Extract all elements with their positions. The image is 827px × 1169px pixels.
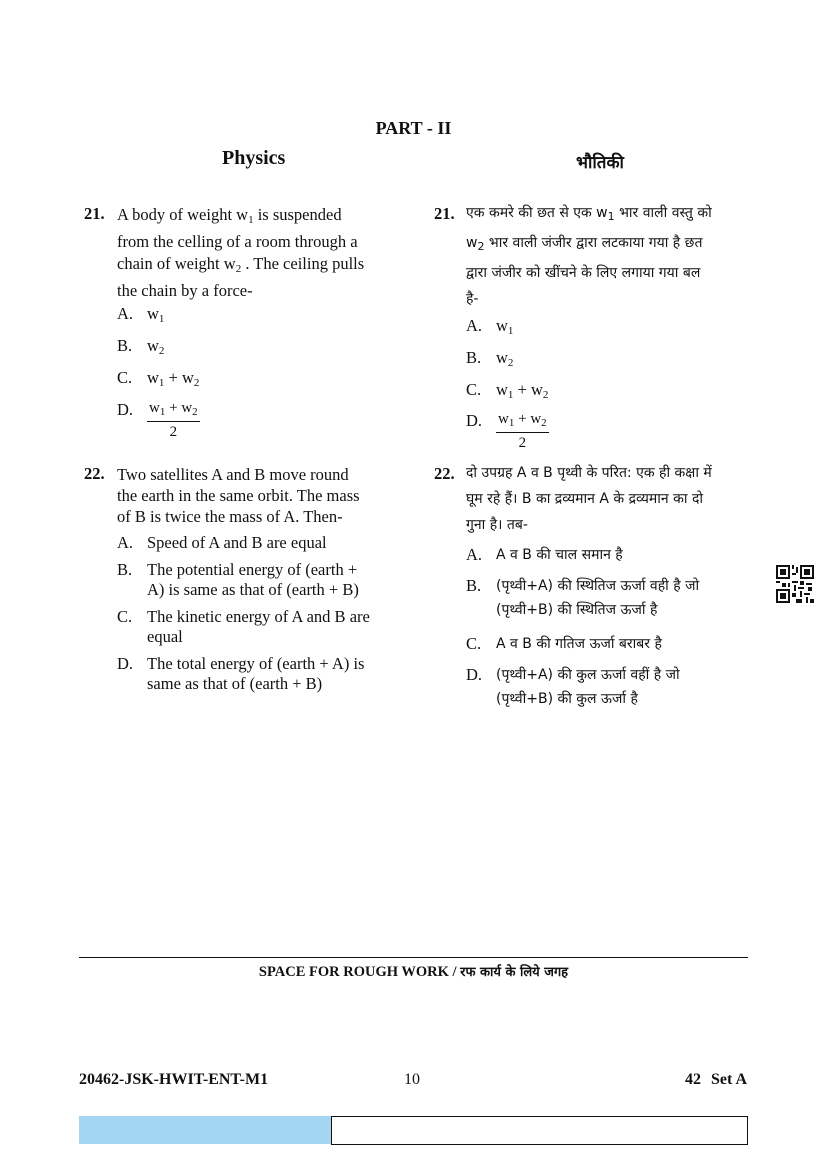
- option-b: B. $w_2$: [466, 348, 514, 369]
- fraction: $\frac{w_1 + w_2}{2}$: [149, 400, 198, 440]
- footer-color-bar: [79, 1116, 331, 1144]
- question-text: दो उपग्रह A व B पृथ्वी के परित: एक ही कक्षा में घूम रहे हैं। B का द्रव्यमान A के द्रव्यमान का दो गुना है। तब-: [466, 465, 712, 533]
- question-number: 21.: [434, 204, 455, 223]
- question-text: A body of weight $w_1$ is suspended from the celling of a room through a chain of weight $w_2$ . The ceiling pulls the chain by a force-: [117, 205, 365, 300]
- option-d: D. The total energy of (earth + A) is same as that of (earth + B): [117, 654, 365, 693]
- option-c: C. $w_1 + w_2$: [117, 368, 200, 389]
- option-b: B. $w_2$: [117, 336, 165, 357]
- option-a: A. $w_1$: [466, 316, 514, 337]
- fraction: $\frac{w_1 + w_2}{2}$: [498, 411, 547, 451]
- option-b: B. (पृथ्वी+A) की स्थितिज ऊर्जा वही है जो (पृथ्वी+B) की स्थितिज ऊर्जा है: [466, 576, 700, 618]
- set-label: 42 Set A: [685, 1071, 747, 1088]
- qr-code-icon: [776, 565, 814, 603]
- rough-work-label: SPACE FOR ROUGH WORK / रफ कार्य के लिये जगह: [258, 964, 569, 980]
- part-title: PART - II: [375, 118, 452, 138]
- question-text: Two satellites A and B move round the earth in the same orbit. The mass of B is twice the mass of A. Then-: [117, 465, 360, 526]
- question-number: 22.: [434, 464, 455, 483]
- subject-title-hindi: भौतिकी: [576, 153, 624, 173]
- question-number: 21.: [84, 204, 105, 223]
- booklet-code: 20462-JSK-HWIT-ENT-M1: [79, 1071, 269, 1088]
- question-text: एक कमरे की छत से एक $w_1$ भार वाली वस्तु को $w_2$ भार वाली जंजीर द्वारा लटकाया गया है छत द्वारा जंजीर को खींचने के लिए लगाया गया बल है-: [466, 205, 712, 307]
- option-d: D. $\frac{w_1 + w_2}{2}$: [117, 400, 198, 440]
- option-c: C. The kinetic energy of A and B are equal: [117, 607, 370, 646]
- option-d: D. $\frac{w_1 + w_2}{2}$: [466, 411, 547, 451]
- footer-empty-box: [331, 1116, 748, 1145]
- option-c: C. A व B की गतिज ऊर्जा बराबर है: [466, 634, 662, 653]
- option-d: D. (पृथ्वी+A) की कुल ऊर्जा वहीं है जो (पृथ्वी+B) की कुल ऊर्जा है: [466, 665, 680, 707]
- option-a: A. A व B की चाल समान है: [466, 545, 623, 564]
- rough-work-divider: [79, 957, 748, 958]
- option-b: B. The potential energy of (earth + A) is same as that of (earth + B): [117, 560, 359, 599]
- subject-title-english: Physics: [222, 147, 286, 169]
- option-a: A. $w_1$: [117, 304, 165, 325]
- page-number: 10: [404, 1071, 420, 1088]
- option-c: C. $w_1 + w_2$: [466, 380, 549, 401]
- option-a: A. Speed of A and B are equal: [117, 533, 327, 552]
- question-number: 22.: [84, 464, 105, 483]
